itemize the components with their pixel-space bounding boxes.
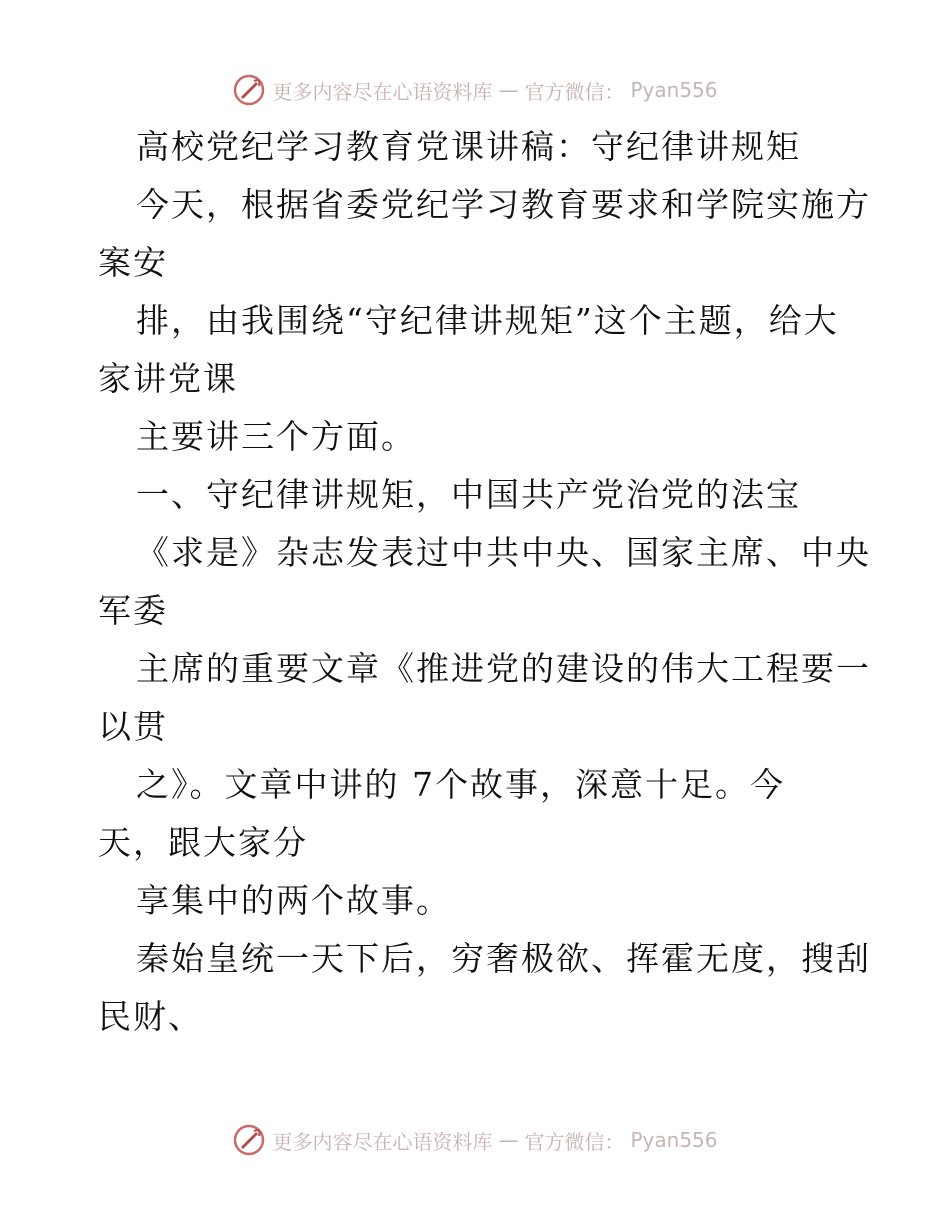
watermark-id: Pyan556 [630, 78, 718, 102]
doc-title: 高校党纪学习教育党课讲稿：守纪律讲规矩 [136, 127, 801, 166]
watermark-text: 更多内容尽在心语资料库 [272, 1129, 493, 1154]
paragraph-line: 享集中的两个故事。 [136, 881, 451, 920]
paragraph-line: 以贯 [98, 707, 168, 746]
paragraph-line: 今天，根据省委党纪学习教育要求和学院实施方 [136, 185, 871, 224]
header-watermark [0, 70, 950, 110]
paragraph-line: 家讲党课 [98, 359, 238, 398]
paragraph-line: 军委 [98, 591, 168, 630]
paragraph-line: 之》。文章中讲的 7个故事，深意十足。今 [136, 765, 785, 804]
watermark-dash: — [498, 78, 519, 102]
document-body [98, 118, 871, 1046]
footer-watermark [0, 1120, 950, 1160]
section-heading: 一、守纪律讲规矩，中国共产党治党的法宝 [136, 475, 801, 514]
paragraph-line: 案安 [98, 243, 168, 282]
paragraph-line: 天，跟大家分 [98, 823, 308, 862]
paragraph-line: 主要讲三个方面。 [136, 417, 416, 456]
paragraph-line: 《求是》杂志发表过中共中央、国家主席、中央 [136, 533, 871, 572]
paragraph-line: 秦始皇统一天下后，穷奢极欲、挥霍无度，搜刮 [136, 939, 871, 978]
paragraph-line: 主席的重要文章《推进党的建设的伟大工程要一 [136, 649, 871, 688]
quill-logo-icon [232, 1123, 266, 1157]
watermark-suffix: 官方微信： [524, 79, 625, 104]
paragraph-line: 民财、 [98, 997, 203, 1036]
watermark-text: 更多内容尽在心语资料库 [272, 79, 493, 104]
paragraph-line: 排，由我围绕“守纪律讲规矩”这个主题，给大 [136, 301, 839, 340]
watermark-suffix: 官方微信： [524, 1129, 625, 1154]
watermark-id: Pyan556 [630, 1128, 718, 1152]
watermark-dash: — [498, 1128, 519, 1152]
quill-logo-icon [232, 73, 266, 107]
